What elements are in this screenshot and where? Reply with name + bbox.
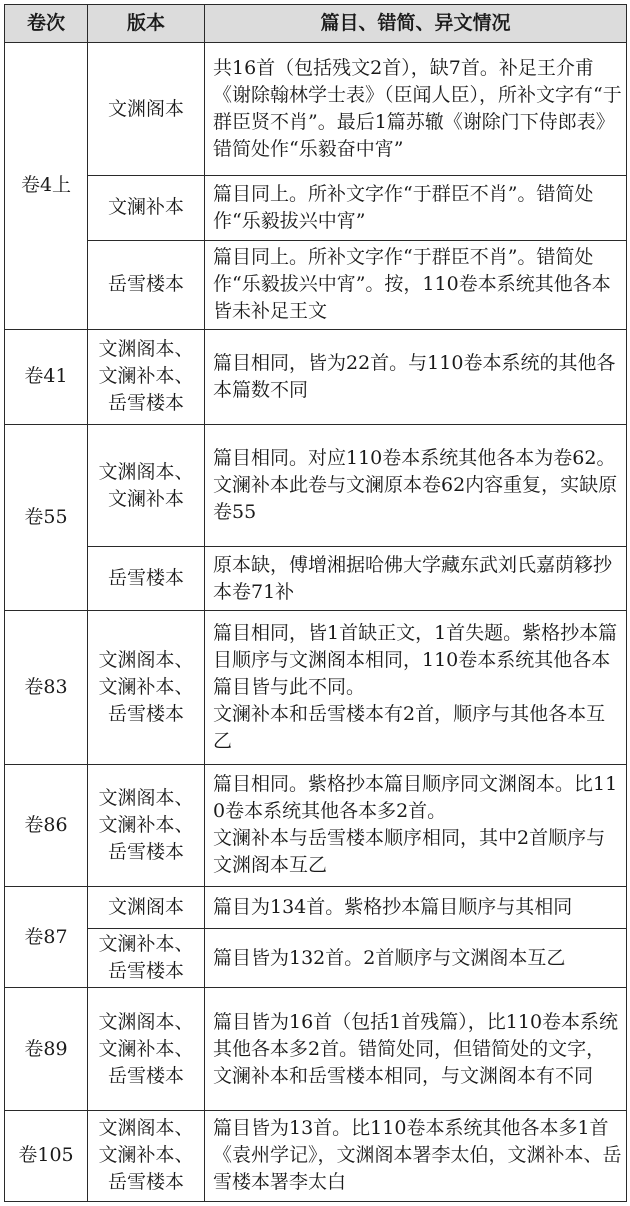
edition-cell [88, 240, 205, 329]
table-row [5, 43, 627, 176]
description-text: 篇目皆为132首。2首顺序与文渊阁本互乙 [213, 946, 566, 969]
edition-name: 文澜补本 [107, 487, 184, 510]
edition-name: 文渊阁本、 [98, 649, 194, 672]
description-cell [205, 988, 627, 1110]
edition-cell [88, 176, 205, 240]
edition-name: 文澜补本、 [98, 1037, 194, 1060]
edition-cell [88, 424, 205, 546]
edition-name: 文澜补本、 [98, 933, 194, 956]
table-row [5, 424, 627, 546]
juan-cell: 卷41 [5, 329, 88, 424]
edition-name: 文澜补本、 [98, 676, 194, 699]
description-text: 文澜补本与岳雪楼本顺序相同，其中2首顺序与文渊阁本互乙 [213, 827, 606, 877]
header-row [5, 5, 627, 43]
description-cell [205, 929, 627, 988]
edition-name: 文渊阁本 [107, 896, 184, 919]
edition-name: 文渊阁本、 [98, 338, 194, 361]
juan-cell: 卷89 [5, 988, 88, 1110]
edition-name: 岳雪楼本 [107, 840, 184, 863]
edition-name: 文渊阁本、 [98, 460, 194, 483]
description-text: 文澜补本此卷与文澜原本卷62内容重复，实缺原卷55 [213, 474, 618, 524]
juan-cell: 卷105 [5, 1110, 88, 1201]
comparison-table [4, 4, 627, 1202]
edition-cell [88, 611, 205, 764]
edition-name: 岳雪楼本 [107, 1064, 184, 1087]
description-text: 篇目为134首。紫格抄本篇目顺序与其相同 [213, 896, 573, 919]
description-cell [205, 547, 627, 611]
table-row [5, 240, 627, 329]
edition-name: 文渊阁本、 [98, 786, 194, 809]
table-row [5, 988, 627, 1110]
edition-cell [88, 764, 205, 886]
edition-name: 岳雪楼本 [107, 960, 184, 983]
edition-cell [88, 547, 205, 611]
juan-cell: 卷4上 [5, 43, 88, 330]
table-row [5, 329, 627, 424]
description-cell [205, 764, 627, 886]
juan-cell: 卷87 [5, 887, 88, 988]
description-text: 篇目皆为16首（包括1首残篇），比110卷本系统其他各本多2首。错简处同，但错简处的文字，文澜补本和岳雪楼本相同，与文渊阁本有不同 [213, 1010, 619, 1087]
juan-cell: 卷83 [5, 611, 88, 764]
edition-name: 文澜补本、 [98, 1144, 194, 1167]
edition-name: 文澜补本、 [98, 365, 194, 388]
edition-name: 文渊阁本、 [98, 1117, 194, 1140]
description-text: 篇目相同，皆为22首。与110卷本系统的其他各本篇数不同 [213, 351, 616, 401]
edition-cell [88, 887, 205, 929]
table-row [5, 1110, 627, 1201]
description-cell [205, 887, 627, 929]
edition-name: 岳雪楼本 [107, 703, 184, 726]
edition-name: 岳雪楼本 [107, 392, 184, 415]
description-text: 篇目相同。紫格抄本篇目顺序同文渊阁本。比110卷本系统其他各本多2首。 [213, 773, 618, 823]
description-text: 篇目相同，皆1首缺正文，1首失题。紫格抄本篇目顺序与文渊阁本相同，110卷本系统其他各本篇目皆与此不同。 [213, 622, 618, 699]
edition-cell [88, 929, 205, 988]
description-text: 篇目同上。所补文字作“于群臣不肖”。错简处作“乐毅拔兴中宵”。按，110卷本系统其他各本皆未补足王文 [213, 246, 611, 323]
juan-cell: 卷86 [5, 764, 88, 886]
description-text: 篇目皆为13首。比110卷本系统其他各本多1首《袁州学记》，文渊阁本署李太伯，文渊补本、岳雪楼本署李太白 [213, 1117, 622, 1194]
edition-cell [88, 1110, 205, 1201]
description-cell [205, 240, 627, 329]
description-cell [205, 611, 627, 764]
table-body [5, 43, 627, 1202]
table-row [5, 176, 627, 240]
description-cell [205, 176, 627, 240]
edition-cell [88, 43, 205, 176]
table-row [5, 764, 627, 886]
header-edition: 版本 [88, 5, 205, 43]
table-row [5, 547, 627, 611]
juan-cell: 卷55 [5, 424, 88, 610]
table-row [5, 611, 627, 764]
edition-name: 文渊阁本 [107, 97, 184, 120]
edition-name: 文渊阁本、 [98, 1010, 194, 1033]
description-cell [205, 43, 627, 176]
header-juan: 卷次 [5, 5, 88, 43]
edition-cell [88, 988, 205, 1110]
description-cell [205, 424, 627, 546]
description-cell [205, 329, 627, 424]
edition-name: 岳雪楼本 [107, 273, 184, 296]
header-description: 篇目、错简、异文情况 [205, 5, 627, 43]
edition-name: 文澜补本 [107, 196, 184, 219]
description-cell [205, 1110, 627, 1201]
table-row [5, 887, 627, 929]
edition-name: 岳雪楼本 [107, 1171, 184, 1194]
table-row [5, 929, 627, 988]
description-text: 篇目同上。所补文字作“于群臣不肖”。错简处作“乐毅拔兴中宵” [213, 182, 594, 232]
edition-name: 岳雪楼本 [107, 567, 184, 590]
edition-cell [88, 329, 205, 424]
description-text: 原本缺，傅增湘据哈佛大学藏东武刘氏嘉荫簃抄本卷71补 [213, 553, 613, 603]
edition-name: 文澜补本、 [98, 813, 194, 836]
description-text: 文澜补本和岳雪楼本有2首，顺序与其他各本互乙 [213, 703, 606, 753]
description-text: 篇目相同。对应110卷本系统其他各本为卷62。 [213, 447, 616, 470]
description-text: 共16首（包括残文2首），缺7首。补足王介甫《谢除翰林学士表》（臣闻人臣），所补文字有“于群臣贤不肖”。最后1篇苏辙《谢除门下侍郎表》错简处作“乐毅奋中宵” [213, 57, 622, 161]
